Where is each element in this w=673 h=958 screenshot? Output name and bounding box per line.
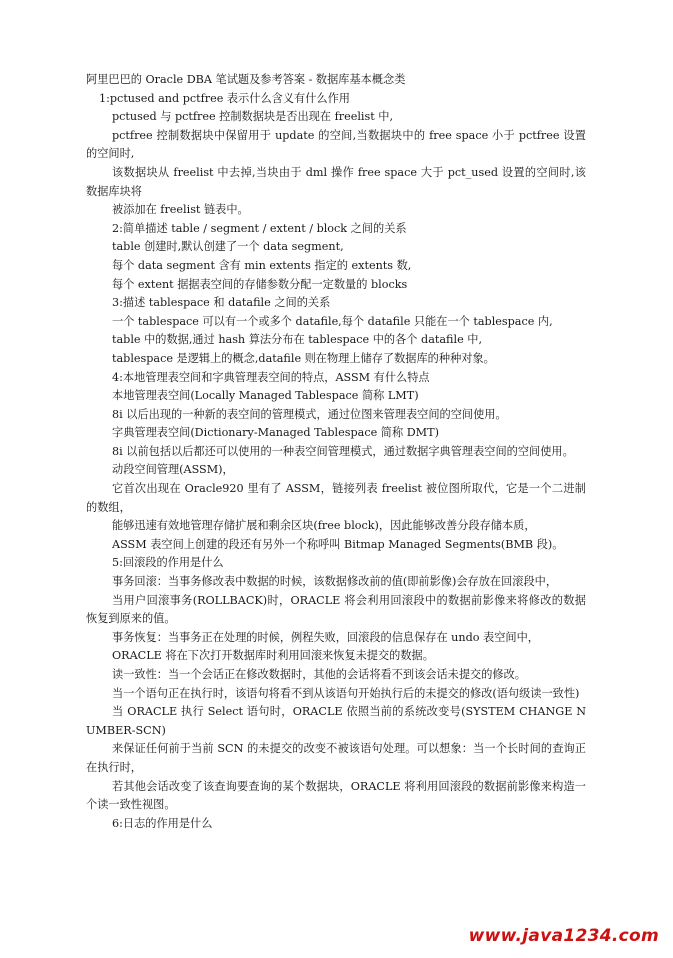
paragraph-line: 被添加在 freelist 链表中。 [112,203,249,217]
question-heading: 4:本地管理表空间和字典管理表空间的特点，ASSM 有什么特点 [112,370,430,384]
paragraph-line: pctfree 控制数据块中保留用于 update 的空间,当数据块中的 free space 小于 pctfree 设置的空间时, [86,128,586,161]
paragraph-line: 本地管理表空间(Locally Managed Tablespace 简称 LMT) [112,389,419,403]
question-heading: 6:日志的作用是什么 [112,816,213,830]
paragraph-line: tablespace 是逻辑上的概念,datafile 则在物理上储存了数据库的种种对象。 [112,351,495,365]
paragraph-line: 动段空间管理(ASSM)， [112,463,234,477]
paragraph-line: 当 ORACLE 执行 Select 语句时，ORACLE 依照当前的系统改变号(SYSTEM CHANGE NUMBER-SCN) [86,705,586,737]
paragraph-line: 当用户回滚事务(ROLLBACK)时，ORACLE 将会利用回滚段中的数据前影像来将修改的数据恢复到原来的值。 [86,593,586,626]
paragraph-line: 字典管理表空间(Dictionary-Managed Tablespace 简称 DMT) [112,426,439,440]
question-heading: 1:pctused and pctfree 表示什么含义有什么作用 [99,91,350,105]
paragraph-line: ORACLE 将在下次打开数据库时利用回滚来恢复未提交的数据。 [112,649,434,663]
paragraph-line: 事务恢复：当事务正在处理的时候，例程失败，回滚段的信息保存在 undo 表空间中， [112,630,539,644]
question-heading: 2:简单描述 table / segment / extent / block 之间的关系 [112,221,407,235]
document-title: 阿里巴巴的 Oracle DBA 笔试题及参考答案 - 数据库基本概念类 [86,73,406,86]
paragraph-line: 事务回滚：当事务修改表中数据的时候，该数据修改前的值(即前影像)会存放在回滚段中， [112,575,558,589]
question-heading: 3:描述 tablespace 和 datafile 之间的关系 [112,296,331,310]
paragraph-line: 每个 data segment 含有 min extents 指定的 extents 数, [112,258,412,272]
paragraph-line: pctused 与 pctfree 控制数据块是否出现在 freelist 中, [112,110,394,124]
paragraph-line: 若其他会话改变了该查询要查询的某个数据块，ORACLE 将利用回滚段的数据前影像来构造一个读一致性视图。 [86,779,586,812]
paragraph-line: 它首次出现在 Oracle920 里有了 ASSM，链接列表 freelist 被位图所取代，它是一个二进制的数组， [86,482,586,514]
document-body [86,71,586,833]
paragraph-line: table 中的数据,通过 hash 算法分布在 tablespace 中的各个 datafile 中, [112,333,482,347]
paragraph-line: 读一致性：当一个会话正在修改数据时，其他的会话将看不到该会话未提交的修改。 [112,668,526,681]
paragraph-line: 当一个语句正在执行时，该语句将看不到从该语句开始执行后的未提交的修改(语句级读一致性) [112,686,580,700]
paragraph-line: table 创建时,默认创建了一个 data segment, [112,240,344,254]
paragraph-line: ASSM 表空间上创建的段还有另外一个称呼叫 Bitmap Managed Segments(BMB 段)。 [112,537,564,551]
paragraph-line: 8i 以后出现的一种新的表空间的管理模式，通过位图来管理表空间的空间使用。 [112,407,507,421]
paragraph-line: 一个 tablespace 可以有一个或多个 datafile,每个 datafile 只能在一个 tablespace 内, [112,314,553,328]
paragraph-line: 来保证任何前于当前 SCN 的未提交的改变不被该语句处理。可以想象：当一个长时间的查询正在执行时， [86,742,586,774]
question-heading: 5:回滚段的作用是什么 [112,556,224,570]
paragraph-line: 每个 extent 据据表空间的存储参数分配一定数量的 blocks [112,277,408,291]
watermark-text: www.java1234.com [468,926,659,946]
paragraph-line: 能够迅速有效地管理存储扩展和剩余区块(free block)，因此能够改善分段存储本质， [112,519,536,533]
paragraph-line: 该数据块从 freelist 中去掉,当块由于 dml 操作 free space 大于 pct_used 设置的空间时,该数据库块将 [86,165,586,198]
paragraph-line: 8i 以前包括以后都还可以使用的一种表空间管理模式，通过数据字典管理表空间的空间使用。 [112,444,574,458]
